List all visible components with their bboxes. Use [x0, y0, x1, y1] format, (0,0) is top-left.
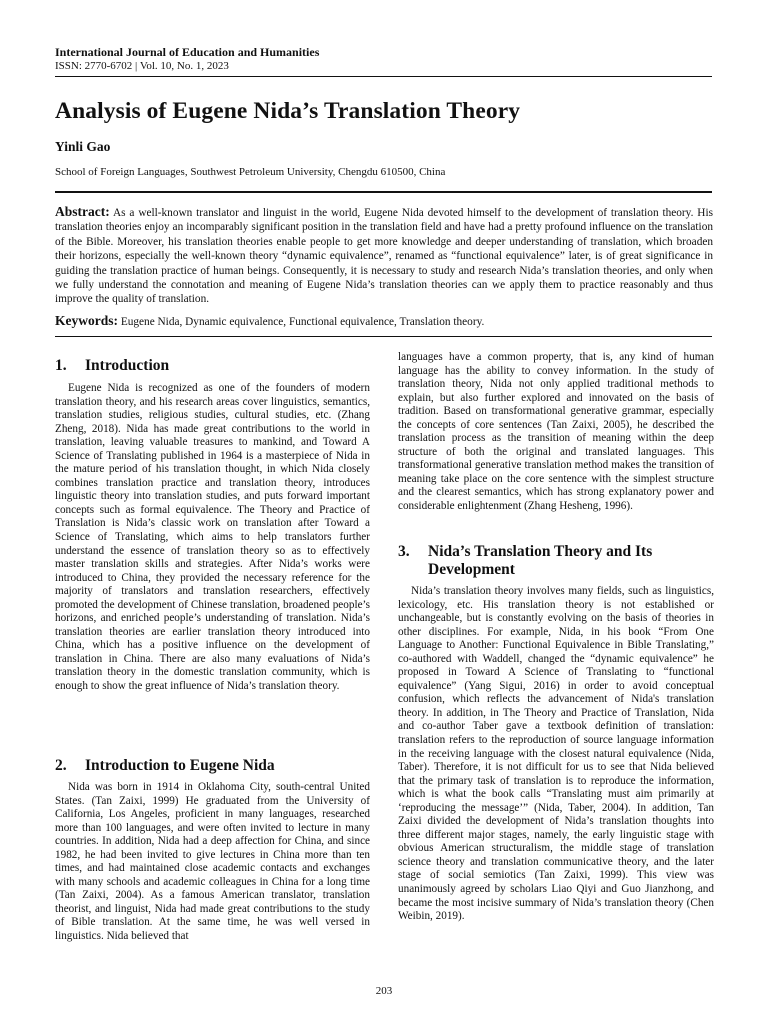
- section-title: Introduction: [85, 357, 170, 374]
- paper-title: Analysis of Eugene Nida’s Translation Theory: [55, 98, 521, 124]
- paragraph-continued: languages have a common property, that is, any kind of human language has the ability to convey information. In the study of translation theory, Nida not only applied traditional methods to explain, but also further explored and innovated on the basis of tradition. Based on transformational generative grammar, especially the concepts of core sentences (Tan Zaixi, 2005), he described the translation process as the transition of meaning within the deep structure of both the original and translated languages. This transformational generative translation method makes the transition of meaning take place on the core sentence with the simplest structure and the clearest semantics, which has strong explanatory power and considerable enlightenment (Zhang Hesheng, 1996).: [398, 351, 714, 513]
- paragraph: Nida was born in 1914 in Oklahoma City, south-central United States. (Tan Zaixi, 1999) He graduated from the University of California, Los Angeles, proficient in many languages, researched more than 100 languages, and were often invited to lecture in many countries. In addition, Nida had a deep affection for China, and since 1982, he had been invited to give lectures in China more than ten times, and had maintained close academic contacts and exchanges with many schools and academic colleagues in China for a long time (Tan Zaixi, 2004). As a famous American translator, translation theorist, and linguist, Nida had made great contributions to the study of Bible translation. At the same time, he was well versed in linguistics. Nida believed that: [55, 781, 370, 943]
- keywords-text: Eugene Nida, Dynamic equivalence, Functional equivalence, Translation theory.: [120, 316, 485, 328]
- abstract-top-divider: [55, 191, 712, 193]
- journal-title: International Journal of Education and Humanities: [55, 45, 320, 59]
- section-2-heading: [55, 757, 370, 775]
- section-3-heading: [398, 543, 714, 579]
- section-number: 3.: [398, 543, 410, 560]
- section-number: 2.: [55, 757, 67, 774]
- journal-header: [55, 45, 715, 73]
- paragraph: Eugene Nida is recognized as one of the founders of modern translation theory, and his research areas cover linguistics, semantics, translation studies, religious studies, cultural studies, etc. (Zhang Zheng, 2018). Nida has made great contributions to the world in translation, leaving valuable treasures to mankind, and Toward A Science of Translating published in 1964 is a masterpiece of Nida in the mature period of his translation thought, in which Nida closely combines translation practice and translation theory, introduces linguistic theory into translation studies, and puts forward important concepts such as formal equivalence. The Theory and Practice of Translation is Nida’s classic work on translation after Toward a Science of Translating, which aims to help translators further understand the essence of translation theory so as to effectively master translation skills and strategies. After Nida’s works were introduced to China, they provided the necessary reference for the majority of translators and translation researchers, effectively promoted the development of Chinese translation, broadened people’s horizons, and enriched people’s understanding of translation. Nida’s translation theories are earlier translation theory introduced into China, which has a positive influence on the development of translation in China. There are also many evaluations of Nida’s translation theory in the domestic translation community, which is enough to show the great influence of Nida’s translation theory.: [55, 382, 370, 693]
- section-2: [55, 757, 370, 944]
- abstract-label: Abstract:: [55, 204, 110, 219]
- section-3: [398, 543, 714, 924]
- section-1-heading: [55, 357, 370, 375]
- abstract: [55, 205, 713, 307]
- page-number: 203: [375, 985, 393, 997]
- abstract-bottom-divider: [55, 336, 712, 337]
- header-divider: [55, 76, 712, 77]
- keywords: [55, 313, 713, 329]
- section-1: [55, 357, 370, 694]
- section-2-continued: [398, 351, 714, 514]
- section-title-line-1: Nida’s Translation Theory and Its: [428, 543, 653, 560]
- author-affiliation: School of Foreign Languages, Southwest Petroleum University, Chengdu 610500, China: [55, 166, 446, 178]
- keywords-label: Keywords:: [55, 313, 118, 328]
- section-title-line-2: Development: [428, 561, 515, 578]
- section-number: 1.: [55, 357, 67, 374]
- section-title: Introduction to Eugene Nida: [85, 757, 275, 774]
- author-name: Yinli Gao: [55, 139, 111, 154]
- journal-issn: ISSN: 2770-6702 | Vol. 10, No. 1, 2023: [55, 60, 229, 72]
- paragraph: Nida’s translation theory involves many fields, such as linguistics, lexicology, etc. His translation theory is not established or unchangeable, but is constantly evolving on the basis of theories in other disciplines. For example, Nida, in his book “From One Language to Another: Functional Equivalence in Bible Translating,” co-authored with Waddell, changed the “dynamic equivalence” he proposed in Toward A Science of Translating to “functional equivalence” (Yang Sigui, 2016) in order to avoid conceptual confusion, which reflects the advancement of Nida's translation theory. In addition, in The Theory and Practice of Translation, Nida and co-author Taber gave a textbook definition of translation: translation refers to the reproduction of source language information in the receiving language with the closest natural equivalence (Nida, Taber). Therefore, it is not difficult for us to see that Nida believed that the primary task of translation is to reproduce the information, which is what the book calls “Translating must aim primarily at ‘reproducing the message’” (Nida, Taber, 2004). In addition, Tan Zaixi divided the development of Nida’s translation thoughts into three different major stages, namely, the early linguistic stage with obvious American structuralism, the middle stage of translation science theory and translation communicative theory, and the later stage of social semiotics (Tan Zaixi, 1999). This view was unanimously agreed by scholars Liao Qiyi and Guo Jianzhong, and became the most incisive summary of Nida’s translation theory (Chen Weibin, 2019).: [398, 585, 714, 923]
- abstract-text: As a well-known translator and linguist in the world, Eugene Nida devoted himself to the development of translation theory. His translation theories enjoy an incomparably significant position in the translation field and have had a pretty profound influence on the translation of the Bible. Moreover, his translation theories enable people to get more knowledge and deeper understanding of translation, which broaden their horizons, especially the well-known theory “dynamic equivalence”, renamed as “functional equivalence” later, is of great significance in guiding the translation practice of human beings. Consequently, it is necessary to study and research Nida’s translation theories, and only when we fully understand the connotation and meaning of Eugene Nida’s translation theories can we apply them to practice reasonably and thus improve the quality of translation.: [55, 207, 713, 306]
